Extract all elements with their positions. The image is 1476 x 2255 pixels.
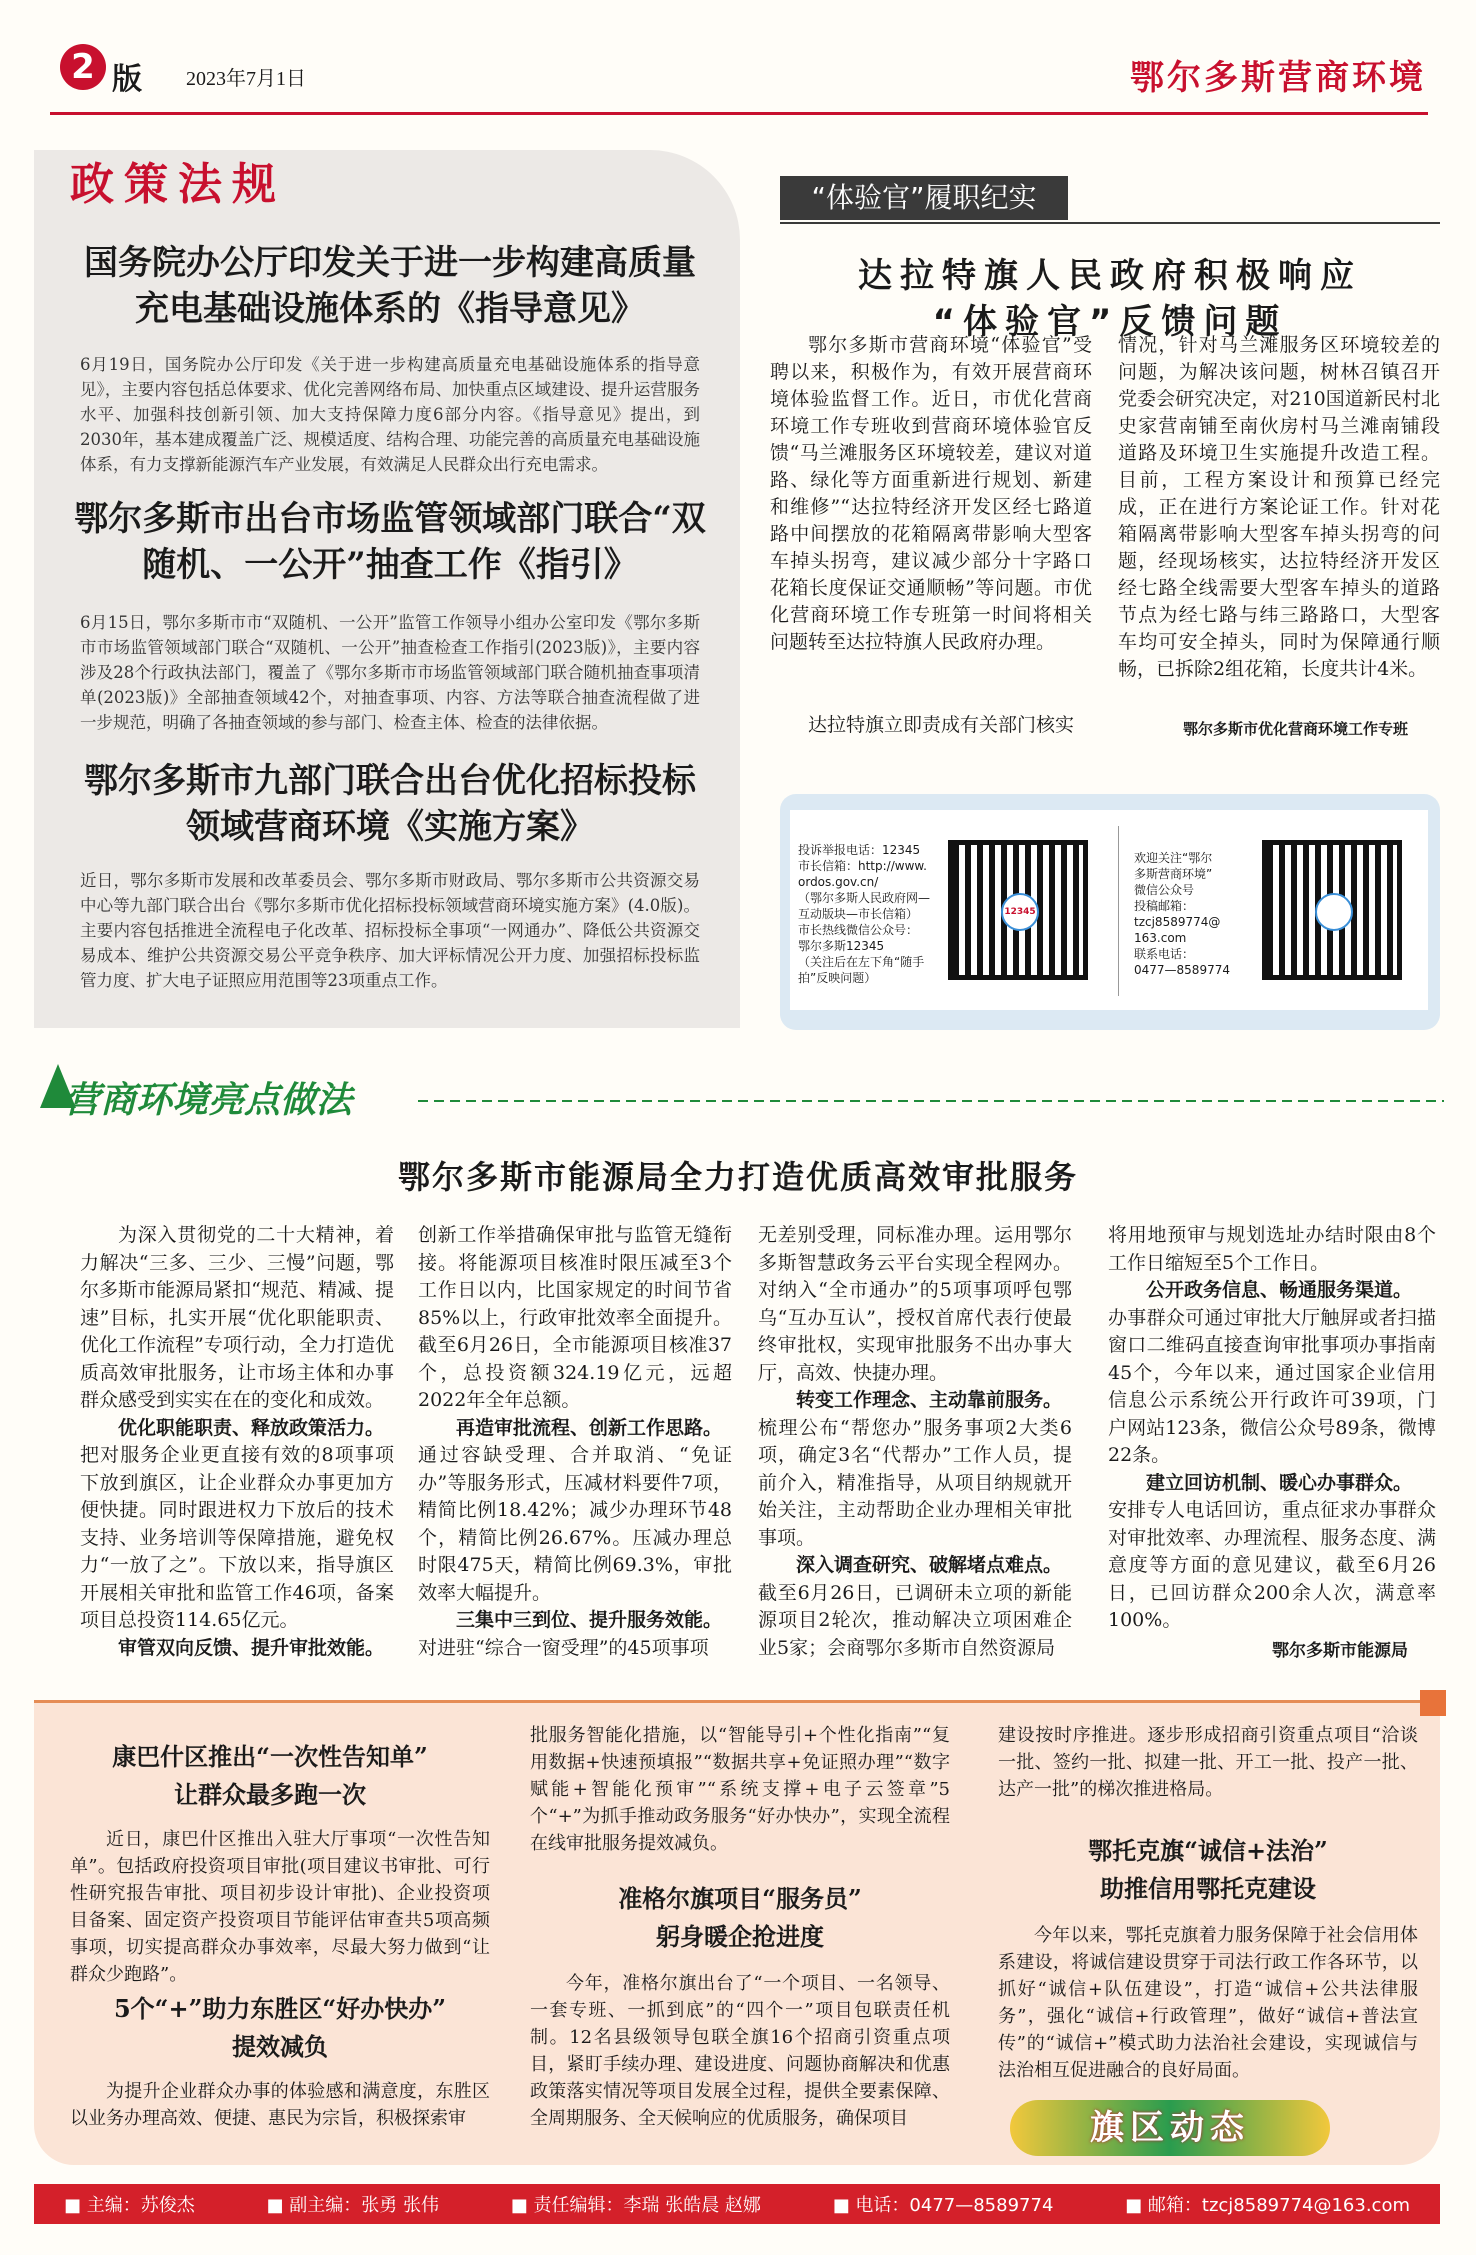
district-article-3-body: 今年，准格尔旗出台了“一个项目、一名领导、一套专班、一抓到底”的“四个一”项目包联责任机制。12名县级领导包联全旗16个招商引资重点项目，紧盯手续办理、建设进度、问题协商解决和优惠政策落实情况等项目发展全过程，提供全要素保障、全周期服务、全天候响应的优质服务，确保项目 [530,1973,950,2129]
paragraph: 将用地预审与规划选址办结时限由8个工作日缩短至5个工作日。 [1108,1224,1436,1274]
district-article-1-title: 康巴什区推出“一次性告知单” 让群众最多跑一次 [112,1742,428,1809]
highlights-column-4 [1108,1222,1436,1635]
footer-chief-editor: ■ 主编：苏俊杰 [64,2191,195,2217]
highlights-rule [418,1100,1444,1102]
policy-article-1-title: 国务院办公厅印发关于进一步构建高质量充电基础设施体系的《指导意见》 [84,243,696,329]
footer-phone: ■ 电话：0477—8589774 [833,2191,1054,2217]
footer-bar [34,2184,1440,2224]
experience-title-line-2: “体验官”反馈问题 [932,302,1288,342]
highlights-column-2 [418,1222,732,1662]
masthead-rule [50,112,1428,115]
district-article-2-title: 5个“+”助力东胜区“好办快办” 提效减负 [113,1994,447,2061]
subheading: 再造审批流程、创新工作思路。 [456,1416,723,1439]
subheading: 建立回访机制、暖心办事群众。 [1146,1471,1413,1494]
subheading: 深入调查研究、破解堵点难点。 [796,1554,1063,1576]
policy-article-3-body: 近日，鄂尔多斯市发展和改革委员会、鄂尔多斯市财政局、鄂尔多斯市公共资源交易中心等九部门联合出台《鄂尔多斯市优化招标投标领域营商环境实施方案》(4.0版)。主要内容包括推进全流程电子化改革、招标投标全事项“一网通办”、降低公共资源交易成本、维护公共资源交易公平竞争秩序、加大评标情况公开力度、加强招标投标监管力度、扩大电子证照应用范围等23项重点工作。 [80,871,700,990]
page-number-badge: 2 [60,44,106,90]
qr-hotline-label: 12345 [1001,893,1039,931]
footer-email[interactable]: ■ 邮箱：tzcj8589774@163.com [1125,2191,1410,2217]
subheading: 三集中三到位、提升服务效能。 [456,1609,723,1631]
subheading: 转变工作理念、主动靠前服务。 [796,1389,1063,1411]
district-col2-continuation: 批服务智能化措施，以“智能导引+个性化指南”“复用数据+快速预填报”“数据共享+免证照办理”“数字赋能+智能化预审”“系统支撑+电子云签章”5个“+”为抓手推动政务服务“好办快办”，实现全流程在线审批服务提效减负。 [530,1725,950,1854]
footer-deputy-editor: ■ 副主编：张勇 张伟 [267,2191,439,2217]
district-article-1-body: 近日，康巴什区推出入驻大厅事项“一次性告知单”。包括政府投资项目审批(项目建议书审批、可行性研究报告审批、项目初步设计审批)、企业投资项目备案、固定资产投资项目节能评估审查共5项高频事项，切实提高群众办事效率，尽最大努力做到“让群众少跑路”。 [70,1829,490,1985]
paragraph: 安排专人电话回访，重点征求办事群众对审批效率、办理流程、服务态度、满意度等方面的意见建议，截至6月26日，已回访群众200余人次，满意率100%。 [1108,1499,1436,1631]
subheading: 审管双向反馈、提升审批效能。 [118,1636,385,1659]
highlights-section-title: 营商环境亮点做法 [64,1079,353,1121]
experience-rule [780,222,1440,224]
highlights-signature: 鄂尔多斯市能源局 [1272,1641,1408,1661]
paragraph: 把对服务企业更直接有效的8项事项下放到旗区，让企业群众办事更加方便快捷。同时跟进权力下放后的技术支持、业务培训等保障措施，避免权力“一放了之”。下放以来，指导旗区开展相关审批和监管工作46项，备案项目总投资114.65亿元。 [80,1444,394,1631]
subheading: 公开政务信息、畅通服务渠道。 [1146,1279,1413,1301]
district-article-2-body: 为提升企业群众办事的体验感和满意度，东胜区以业务办理高效、便捷、惠民为宗旨，积极探索审 [70,2081,490,2129]
policy-article-2-body: 6月15日，鄂尔多斯市市“双随机、一公开”监管工作领导小组办公室印发《鄂尔多斯市市场监管领域部门联合“双随机、一公开”抽查检查工作指引(2023版)》，主要内容涉及28个行政执法部门，覆盖了《鄂尔多斯市市场监管领域部门联合随机抽查事项清单(2023版)》全部抽查领域42个，对抽查事项、内容、方法等联合抽查流程做了进一步规范，明确了各抽查领域的参与部门、检查主体、检查的法律依据。 [80,613,700,732]
paragraph: 通过容缺受理、合并取消、“免证办”等服务形式，压减材料要件7项，精简比例18.42%；减少办理环节48个，精简比例26.67%。压减办理总时限475天，精简比例69.3%，审批效率大幅提升。 [418,1444,732,1604]
wechat-logo-icon [1315,893,1353,931]
experience-col2-para: 情况，针对马兰滩服务区环境较差的问题，为解决该问题，树林召镇召开党委会研究决定，对210国道新民村北史家营南铺至南伙房村马兰滩南铺段道路及环境卫生实施提升改造工程。目前，工程方案设计和预算已经完成，正在进行方案论证工作。针对花箱隔离带影响大型客车掉头拐弯的问题，经现场核实，达拉特经济开发区经七路全线需要大型客车掉头的道路节点为经七路与纬三路路口，大型客车均可安全掉头，同时为保障通行顺畅，已拆除2组花箱，长度共计4米。 [1118,334,1440,680]
qr-code-wechat[interactable] [1262,840,1402,980]
paragraph: 创新工作举措确保审批与监管无缝衔接。将能源项目核准时限压减至3个工作日以内，比国家规定的时间节省85%以上，行政审批效率全面提升。截至6月26日，全市能源项目核准37个，总投资额324.19亿元，远超2022年全年总额。 [418,1224,732,1411]
paragraph: 梳理公布“帮您办”服务事项2大类6项，确定3名“代帮办”工作人员，提前介入，精准指导，从项目纳规就开始关注，主动帮助企业办理相关审批事项。 [758,1416,1072,1549]
experience-tag: “体验官”履职纪实 [780,176,1068,220]
highlights-main-title: 鄂尔多斯市能源局全力打造优质高效审批服务 [397,1158,1078,1196]
paragraph: 办事群众可通过审批大厅触屏或者扫描窗口二维码直接查询审批事项办事指南45个，今年以来，通过国家企业信用信息公示系统公开行政许可39项，门户网站123条，微信公众号89条，微博22条。 [1108,1306,1436,1466]
qr-left-text: 投诉举报电话：12345 市长信箱：http://www. ordos.gov.cn/ （鄂尔多斯人民政府网— 互动版块—市长信箱） 市长热线微信公众号： 鄂尔多斯12345 （关注后在左下角“随手 拍”反映问题） [798,843,931,985]
newspaper-name: 鄂尔多斯营商环境 [1130,58,1426,98]
policy-article-1-body: 6月19日，国务院办公厅印发《关于进一步构建高质量充电基础设施体系的指导意见》，主要内容包括总体要求、优化完善网络布局、加快重点区域建设、提升运营服务水平、加强科技创新引领、加大支持保障力度6部分内容。《指导意见》提出，到2030年，基本建成覆盖广泛、规模适度、结构合理、功能完善的高质量充电基础设施体系，有力支撑新能源汽车产业发展，有效满足人民群众出行充电需求。 [80,355,700,474]
highlights-column-3 [758,1222,1072,1662]
experience-title-line-1: 达拉特旗人民政府积极响应 [858,256,1362,296]
experience-col1-para-2: 达拉特旗立即责成有关部门核实 [808,714,1075,736]
issue-date: 2023年7月1日 [186,68,306,90]
panel-corner-mark [1420,1690,1446,1716]
qr-right-text: 欢迎关注“鄂尔 多斯营商环境” 微信公众号 投稿邮箱： tzcj8589774@ 163.com 联系电话： 0477—8589774 [1134,851,1230,977]
paragraph: 无差别受理，同标准办理。运用鄂尔多斯智慧政务云平台实现全程网办。对纳入“全市通办”的5项事项呼包鄂乌“互办互认”，授权首席代表行使最终审批权，实现审批服务不出办事大厅，高效、快捷办理。 [758,1224,1072,1384]
page-unit: 版 [112,62,142,97]
district-article-4-body: 今年以来，鄂托克旗着力服务保障于社会信用体系建设，将诚信建设贯穿于司法行政工作各环节，以抓好“诚信+队伍建设”，打造“诚信+公共法律服务”，强化“诚信+行政管理”，做好“诚信+普法宣传”的“诚信+”模式助力法治社会建设，实现诚信与法治相互促进融合的良好局面。 [998,1925,1418,2081]
district-article-3-title: 准格尔旗项目“服务员” 躬身暖企抢进度 [618,1884,862,1951]
qr-divider [1118,826,1119,996]
paragraph: 为深入贯彻党的二十大精神，着力解决“三多、三少、三慢”问题，鄂尔多斯市能源局紧扣“规范、精减、提速”目标，扎实开展“优化职能职责、优化工作流程”专项行动，全力打造优质高效审批服务，让市场主体和办事群众感受到实实在在的变化和成效。 [80,1224,394,1411]
subheading: 优化职能职责、释放政策活力。 [118,1416,385,1439]
paragraph: 截至6月26日，已调研未立项的新能源项目2轮次，推动解决立项困难企业5家；会商鄂尔多斯市自然资源局 [758,1581,1072,1659]
paragraph: 对进驻“综合一窗受理”的45项事项 [418,1636,709,1659]
highlights-column-1 [80,1222,394,1662]
experience-col1-para: 鄂尔多斯市营商环境“体验官”受聘以来，积极作为，有效开展营商环境体验监督工作。近日，市优化营商环境工作专班收到营商环境体验官反馈“马兰滩服务区环境较差，建议对道路、绿化等方面重新进行规划、新建和维修”“达拉特经济开发区经七路道路中间摆放的花箱隔离带影响大型客车掉头拐弯，建议减少部分十字路口花箱长度保证交通顺畅”等问题。市优化营商环境工作专班第一时间将相关问题转至达拉特旗人民政府办理。 [770,334,1092,653]
policy-article-3-title: 鄂尔多斯市九部门联合出台优化招标投标领域营商环境《实施方案》 [84,761,696,847]
district-news-badge: 旗区动态 [1010,2100,1330,2156]
footer-responsible-editors: ■ 责任编辑：李瑞 张皓晨 赵娜 [511,2191,761,2217]
district-article-4-title: 鄂托克旗“诚信+法治” 助推信用鄂托克建设 [1088,1836,1328,1903]
policy-section-title: 政策法规 [70,159,286,210]
experience-signature: 鄂尔多斯市优化营商环境工作专班 [1182,720,1408,738]
policy-article-2-title: 鄂尔多斯市出台市场监管领域部门联合“双随机、一公开”抽查工作《指引》 [74,499,706,585]
district-col3-continuation: 建设按时序推进。逐步形成招商引资重点项目“洽谈一批、签约一批、拟建一批、开工一批、投产一批、达产一批”的梯次推进格局。 [998,1725,1418,1800]
qr-code-hotline[interactable] [948,840,1088,980]
